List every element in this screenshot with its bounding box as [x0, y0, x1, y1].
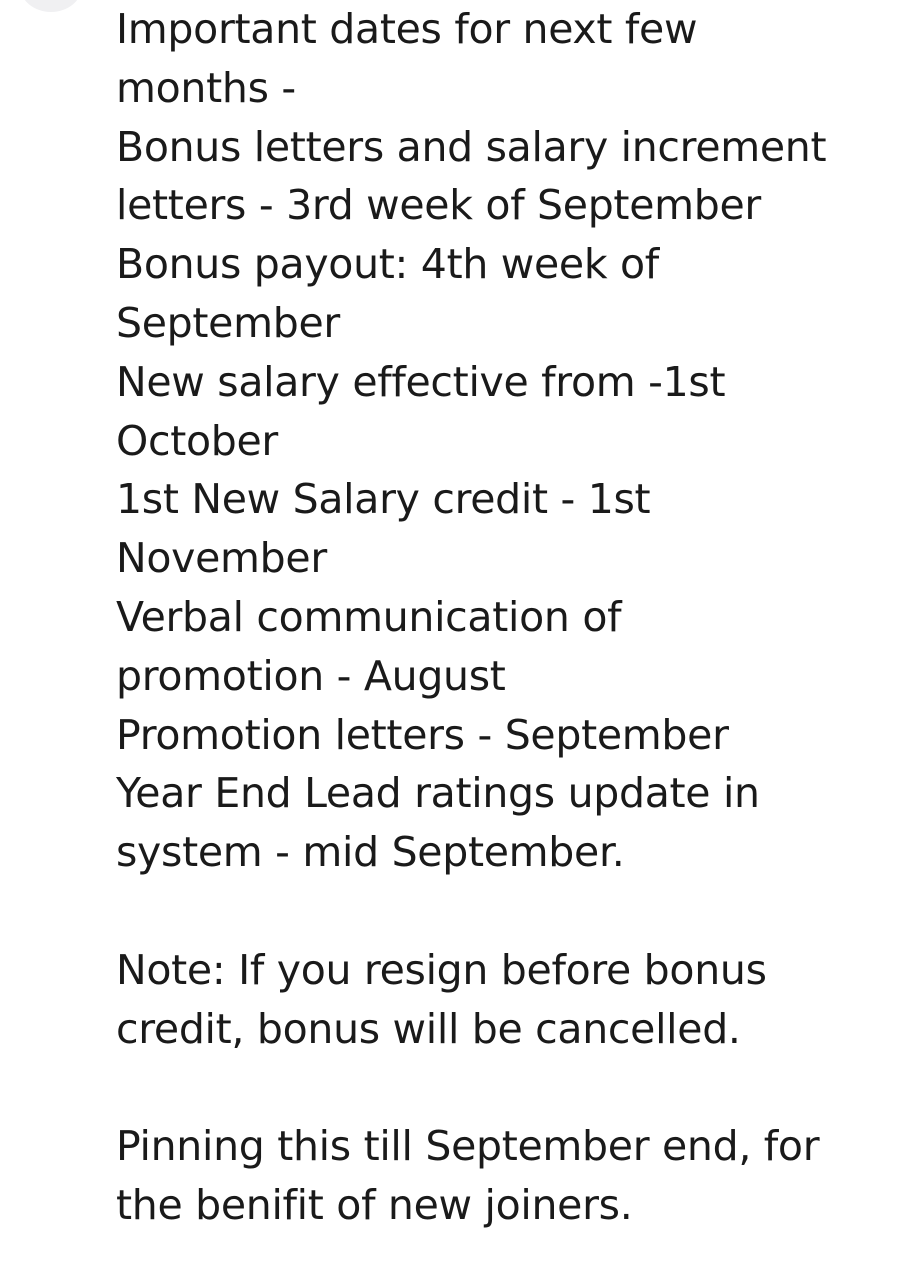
message-body: [116, 0, 906, 1235]
message-line: months -: [116, 63, 296, 112]
message-line: letters - 3rd week of September: [116, 181, 761, 230]
message-line: promotion - August: [116, 651, 506, 700]
message-line: September: [116, 298, 340, 347]
message-line: Verbal communication of: [116, 592, 622, 641]
message-line: Important dates for next few: [116, 5, 698, 53]
message-line: 1st New Salary credit - 1st: [116, 475, 651, 524]
message-line: October: [116, 416, 278, 465]
message-line: Pinning this till September end, for: [116, 1122, 820, 1171]
message-line: Year End Lead ratings update in: [116, 769, 760, 818]
message-line: New salary effective from -1st: [116, 357, 726, 406]
message-line: credit, bonus will be cancelled.: [116, 1004, 741, 1053]
message-line: the benifit of new joiners.: [116, 1180, 633, 1229]
message-line: Promotion letters - September: [116, 710, 729, 759]
message-blank-line: [116, 1058, 906, 1117]
message-line: November: [116, 534, 327, 583]
message-line: system - mid September.: [116, 828, 625, 877]
message-line: Bonus letters and salary increment: [116, 122, 827, 171]
avatar: [20, 0, 82, 12]
message-line: Bonus payout: 4th week of: [116, 240, 659, 289]
message-blank-line: [116, 882, 906, 941]
message-line: Note: If you resign before bonus: [116, 945, 767, 994]
